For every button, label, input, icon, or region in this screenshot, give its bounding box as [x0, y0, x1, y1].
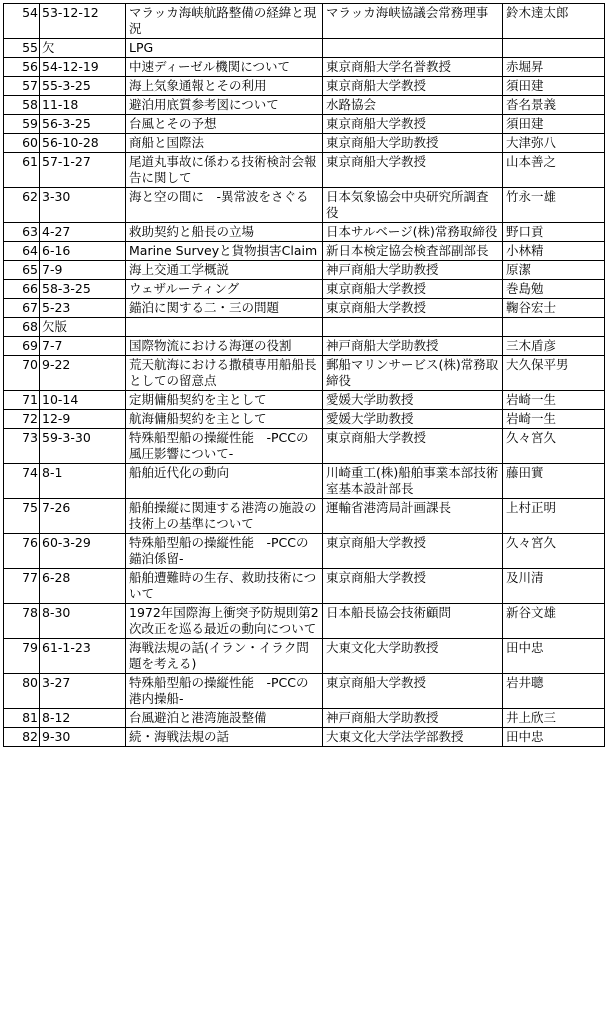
title-cell: 海戦法規の話(イラン・イラク問題を考える) — [126, 639, 323, 674]
date-cell: 10-14 — [40, 391, 126, 410]
title-cell: LPG — [126, 39, 323, 58]
title-cell: ウェザルーティング — [126, 280, 323, 299]
row-number-cell: 81 — [4, 709, 40, 728]
affiliation-cell: 郵船マリンサービス(株)常務取締役 — [323, 356, 503, 391]
table-row — [4, 261, 605, 280]
affiliation-cell: 運輸省港湾局計画課長 — [323, 499, 503, 534]
row-number-cell: 56 — [4, 58, 40, 77]
speaker-name-cell: 岩井聰 — [503, 674, 605, 709]
row-number-cell: 75 — [4, 499, 40, 534]
date-cell: 欠 — [40, 39, 126, 58]
speaker-name-cell — [503, 39, 605, 58]
affiliation-cell: 愛媛大学助教授 — [323, 391, 503, 410]
row-number-cell: 77 — [4, 569, 40, 604]
affiliation-cell: 大東文化大学助教授 — [323, 639, 503, 674]
affiliation-cell: 東京商船大学助教授 — [323, 134, 503, 153]
speaker-name-cell: 鈴木達太郎 — [503, 4, 605, 39]
title-cell: Marine Surveyと貨物損害Claim — [126, 242, 323, 261]
title-cell: 荒天航海における撒積専用船船長としての留意点 — [126, 356, 323, 391]
title-cell: マラッカ海峡航路整備の経緯と現況 — [126, 4, 323, 39]
date-cell: 60-3-29 — [40, 534, 126, 569]
date-cell: 56-3-25 — [40, 115, 126, 134]
row-number-cell: 71 — [4, 391, 40, 410]
affiliation-cell: 新日本検定協会検査部副部長 — [323, 242, 503, 261]
affiliation-cell: 東京商船大学教授 — [323, 153, 503, 188]
affiliation-cell: 愛媛大学助教授 — [323, 410, 503, 429]
speaker-name-cell: 竹永一雄 — [503, 188, 605, 223]
date-cell: 9-22 — [40, 356, 126, 391]
date-cell: 54-12-19 — [40, 58, 126, 77]
affiliation-cell: 神戸商船大学助教授 — [323, 261, 503, 280]
date-cell: 8-12 — [40, 709, 126, 728]
affiliation-cell: 東京商船大学教授 — [323, 280, 503, 299]
table-row — [4, 391, 605, 410]
table-row — [4, 337, 605, 356]
affiliation-cell: 日本気象協会中央研究所調査役 — [323, 188, 503, 223]
date-cell: 欠版 — [40, 318, 126, 337]
speaker-name-cell: 須田建 — [503, 77, 605, 96]
affiliation-cell: 東京商船大学教授 — [323, 674, 503, 709]
date-cell: 59-3-30 — [40, 429, 126, 464]
title-cell: 船舶操縦に関連する港湾の施設の技術上の基準について — [126, 499, 323, 534]
speaker-name-cell: 久々宮久 — [503, 429, 605, 464]
table-row — [4, 499, 605, 534]
table-row — [4, 280, 605, 299]
row-number-cell: 82 — [4, 728, 40, 747]
title-cell: 避泊用底質参考図について — [126, 96, 323, 115]
title-cell: 定期傭船契約を主として — [126, 391, 323, 410]
date-cell: 9-30 — [40, 728, 126, 747]
date-cell: 8-30 — [40, 604, 126, 639]
table-row — [4, 534, 605, 569]
table-row — [4, 115, 605, 134]
affiliation-cell — [323, 318, 503, 337]
speaker-name-cell: 野口貢 — [503, 223, 605, 242]
table-row — [4, 4, 605, 39]
speaker-name-cell: 田中忠 — [503, 639, 605, 674]
row-number-cell: 67 — [4, 299, 40, 318]
title-cell: 特殊船型船の操縦性能 -PCCの錨泊係留- — [126, 534, 323, 569]
row-number-cell: 74 — [4, 464, 40, 499]
table-row — [4, 356, 605, 391]
date-cell: 56-10-28 — [40, 134, 126, 153]
affiliation-cell: 日本サルベージ(株)常務取締役 — [323, 223, 503, 242]
table-row — [4, 674, 605, 709]
title-cell: 特殊船型船の操縦性能 -PCCの港内操船- — [126, 674, 323, 709]
speaker-name-cell: 須田建 — [503, 115, 605, 134]
date-cell: 7-7 — [40, 337, 126, 356]
speaker-name-cell: 沓名景義 — [503, 96, 605, 115]
affiliation-cell: 東京商船大学教授 — [323, 429, 503, 464]
row-number-cell: 62 — [4, 188, 40, 223]
lecture-table — [3, 3, 605, 747]
date-cell: 61-1-23 — [40, 639, 126, 674]
row-number-cell: 60 — [4, 134, 40, 153]
date-cell: 4-27 — [40, 223, 126, 242]
table-row — [4, 410, 605, 429]
affiliation-cell: 大東文化大学法学部教授 — [323, 728, 503, 747]
date-cell: 7-26 — [40, 499, 126, 534]
date-cell: 6-16 — [40, 242, 126, 261]
speaker-name-cell: 久々宮久 — [503, 534, 605, 569]
title-cell: 中速ディーゼル機関について — [126, 58, 323, 77]
row-number-cell: 59 — [4, 115, 40, 134]
affiliation-cell: 東京商船大学教授 — [323, 569, 503, 604]
table-row — [4, 96, 605, 115]
date-cell: 12-9 — [40, 410, 126, 429]
speaker-name-cell: 大津弥八 — [503, 134, 605, 153]
title-cell: 特殊船型船の操縦性能 -PCCの風圧影響について- — [126, 429, 323, 464]
row-number-cell: 63 — [4, 223, 40, 242]
date-cell: 55-3-25 — [40, 77, 126, 96]
row-number-cell: 73 — [4, 429, 40, 464]
title-cell: 台風とその予想 — [126, 115, 323, 134]
table-row — [4, 223, 605, 242]
table-row — [4, 709, 605, 728]
speaker-name-cell: 大久保平男 — [503, 356, 605, 391]
affiliation-cell: 東京商船大学名誉教授 — [323, 58, 503, 77]
date-cell: 11-18 — [40, 96, 126, 115]
title-cell: 航海傭船契約を主として — [126, 410, 323, 429]
table-row — [4, 639, 605, 674]
title-cell: 海と空の間に -異常波をさぐる — [126, 188, 323, 223]
title-cell: 海上交通工学概説 — [126, 261, 323, 280]
table-row — [4, 39, 605, 58]
speaker-name-cell: 井上欣三 — [503, 709, 605, 728]
title-cell: 台風避泊と港湾施設整備 — [126, 709, 323, 728]
table-row — [4, 153, 605, 188]
affiliation-cell: 東京商船大学教授 — [323, 115, 503, 134]
table-row — [4, 58, 605, 77]
table-row — [4, 569, 605, 604]
speaker-name-cell: 巻島勉 — [503, 280, 605, 299]
table-row — [4, 464, 605, 499]
table-row — [4, 134, 605, 153]
row-number-cell: 80 — [4, 674, 40, 709]
date-cell: 3-27 — [40, 674, 126, 709]
title-cell: 海上気象通報とその利用 — [126, 77, 323, 96]
row-number-cell: 68 — [4, 318, 40, 337]
title-cell: 続・海戦法規の話 — [126, 728, 323, 747]
affiliation-cell: 川崎重工(株)船舶事業本部技術室基本設計部長 — [323, 464, 503, 499]
affiliation-cell: 神戸商船大学助教授 — [323, 337, 503, 356]
title-cell: 錨泊に関する二・三の問題 — [126, 299, 323, 318]
date-cell: 53-12-12 — [40, 4, 126, 39]
speaker-name-cell: 新谷文雄 — [503, 604, 605, 639]
affiliation-cell: 東京商船大学教授 — [323, 534, 503, 569]
title-cell: 船舶遭難時の生存、救助技術について — [126, 569, 323, 604]
affiliation-cell: 東京商船大学教授 — [323, 77, 503, 96]
speaker-name-cell: 藤田實 — [503, 464, 605, 499]
row-number-cell: 64 — [4, 242, 40, 261]
affiliation-cell: マラッカ海峡協議会常務理事 — [323, 4, 503, 39]
speaker-name-cell: 岩崎一生 — [503, 410, 605, 429]
affiliation-cell: 東京商船大学教授 — [323, 299, 503, 318]
row-number-cell: 65 — [4, 261, 40, 280]
title-cell: 救助契約と船長の立場 — [126, 223, 323, 242]
lecture-table-body — [4, 4, 605, 747]
table-row — [4, 299, 605, 318]
title-cell: 1972年国際海上衝突予防規則第2次改正を巡る最近の動向について — [126, 604, 323, 639]
table-row — [4, 188, 605, 223]
title-cell — [126, 318, 323, 337]
row-number-cell: 70 — [4, 356, 40, 391]
row-number-cell: 78 — [4, 604, 40, 639]
speaker-name-cell: 山本善之 — [503, 153, 605, 188]
row-number-cell: 79 — [4, 639, 40, 674]
title-cell: 国際物流における海運の役割 — [126, 337, 323, 356]
speaker-name-cell: 赤堀昇 — [503, 58, 605, 77]
table-row — [4, 318, 605, 337]
affiliation-cell: 神戸商船大学助教授 — [323, 709, 503, 728]
row-number-cell: 57 — [4, 77, 40, 96]
row-number-cell: 76 — [4, 534, 40, 569]
speaker-name-cell: 鞠谷宏士 — [503, 299, 605, 318]
row-number-cell: 66 — [4, 280, 40, 299]
title-cell: 船舶近代化の動向 — [126, 464, 323, 499]
row-number-cell: 72 — [4, 410, 40, 429]
date-cell: 8-1 — [40, 464, 126, 499]
speaker-name-cell: 小林精 — [503, 242, 605, 261]
speaker-name-cell — [503, 318, 605, 337]
speaker-name-cell: 三木盾彦 — [503, 337, 605, 356]
speaker-name-cell: 田中忠 — [503, 728, 605, 747]
table-row — [4, 604, 605, 639]
date-cell: 3-30 — [40, 188, 126, 223]
date-cell: 58-3-25 — [40, 280, 126, 299]
affiliation-cell: 水路協会 — [323, 96, 503, 115]
row-number-cell: 58 — [4, 96, 40, 115]
affiliation-cell — [323, 39, 503, 58]
date-cell: 5-23 — [40, 299, 126, 318]
table-row — [4, 242, 605, 261]
speaker-name-cell: 原潔 — [503, 261, 605, 280]
table-row — [4, 429, 605, 464]
row-number-cell: 61 — [4, 153, 40, 188]
speaker-name-cell: 及川清 — [503, 569, 605, 604]
row-number-cell: 69 — [4, 337, 40, 356]
date-cell: 6-28 — [40, 569, 126, 604]
speaker-name-cell: 上村正明 — [503, 499, 605, 534]
table-row — [4, 728, 605, 747]
date-cell: 7-9 — [40, 261, 126, 280]
affiliation-cell: 日本船長協会技術顧問 — [323, 604, 503, 639]
title-cell: 尾道丸事故に係わる技術検討会報告に関して — [126, 153, 323, 188]
title-cell: 商船と国際法 — [126, 134, 323, 153]
speaker-name-cell: 岩崎一生 — [503, 391, 605, 410]
row-number-cell: 55 — [4, 39, 40, 58]
row-number-cell: 54 — [4, 4, 40, 39]
table-row — [4, 77, 605, 96]
date-cell: 57-1-27 — [40, 153, 126, 188]
